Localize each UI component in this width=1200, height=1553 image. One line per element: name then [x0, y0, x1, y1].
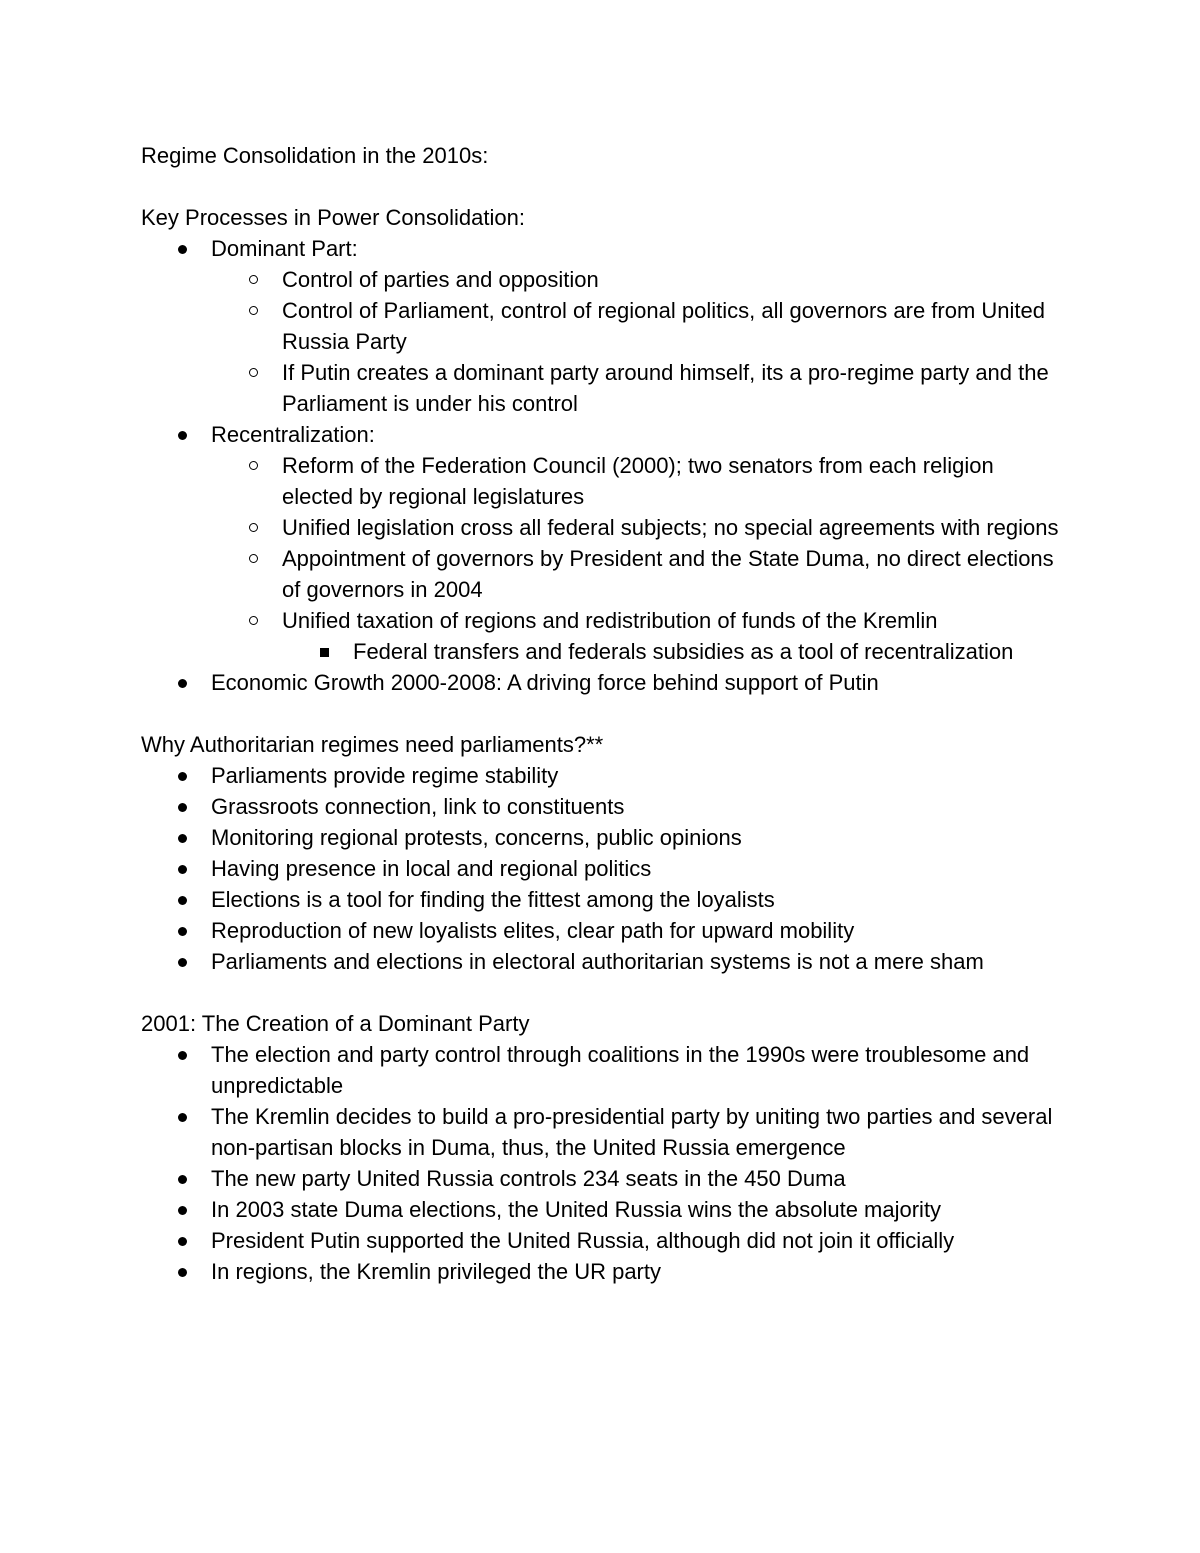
document-page — [141, 140, 1061, 1287]
list-item — [141, 667, 1061, 698]
dominant-part-sublist — [211, 264, 1061, 419]
key-processes-list — [141, 233, 1061, 698]
list-item — [141, 1039, 1061, 1101]
sub-list-item-text: If Putin creates a dominant party around himself, its a pro-regime party and the Parliament is under his control — [282, 360, 1049, 416]
bullet-circle-icon — [249, 275, 258, 284]
bullet-disc-icon — [178, 1268, 187, 1277]
list-item-text: Monitoring regional protests, concerns, public opinions — [211, 825, 742, 850]
taxation-sublist — [282, 636, 1061, 667]
list-item-text: In 2003 state Duma elections, the United Russia wins the absolute majority — [211, 1197, 942, 1222]
bullet-circle-icon — [249, 616, 258, 625]
bullet-disc-icon — [178, 1237, 187, 1246]
spacer — [141, 977, 1061, 1008]
list-item-text: Parliaments and elections in electoral authoritarian systems is not a mere sham — [211, 949, 984, 974]
bullet-disc-icon — [178, 958, 187, 967]
list-item-text: President Putin supported the United Russia, although did not join it officially — [211, 1228, 955, 1253]
sub-list-item — [211, 512, 1061, 543]
recentralization-sublist — [211, 450, 1061, 667]
list-item-text: Having presence in local and regional politics — [211, 856, 652, 881]
list-item — [141, 915, 1061, 946]
list-item-text: In regions, the Kremlin privileged the UR party — [211, 1259, 661, 1284]
list-item-text: Economic Growth 2000-2008: A driving force behind support of Putin — [211, 670, 879, 695]
list-item-text: Elections is a tool for finding the fittest among the loyalists — [211, 887, 775, 912]
list-item — [141, 946, 1061, 977]
bullet-disc-icon — [178, 803, 187, 812]
list-item — [141, 760, 1061, 791]
list-item — [141, 419, 1061, 667]
list-item — [141, 233, 1061, 419]
list-item-text: Recentralization: — [211, 422, 375, 447]
bullet-disc-icon — [178, 772, 187, 781]
list-item-text: Parliaments provide regime stability — [211, 763, 559, 788]
bullet-disc-icon — [178, 1206, 187, 1215]
bullet-disc-icon — [178, 679, 187, 688]
bullet-disc-icon — [178, 834, 187, 843]
list-item-text: The Kremlin decides to build a pro-presidential party by uniting two parties and several non-partisan blocks in Duma, thus, the United Russia emergence — [211, 1104, 1053, 1160]
bullet-disc-icon — [178, 431, 187, 440]
bullet-disc-icon — [178, 1051, 187, 1060]
section-heading-why-parliaments: Why Authoritarian regimes need parliaments?** — [141, 732, 604, 757]
spacer — [141, 171, 1061, 202]
sub-list-item-text: Unified legislation cross all federal subjects; no special agreements with regions — [282, 515, 1059, 540]
sub-list-item — [211, 450, 1061, 512]
sub-list-item-text: Appointment of governors by President and the State Duma, no direct elections of governors in 2004 — [282, 546, 1054, 602]
document-title: Regime Consolidation in the 2010s: — [141, 143, 489, 168]
bullet-circle-icon — [249, 554, 258, 563]
sub-list-item — [211, 543, 1061, 605]
section-heading-dominant-party: 2001: The Creation of a Dominant Party — [141, 1011, 530, 1036]
list-item-text: Grassroots connection, link to constituents — [211, 794, 625, 819]
bullet-disc-icon — [178, 896, 187, 905]
list-item — [141, 853, 1061, 884]
bullet-disc-icon — [178, 1175, 187, 1184]
list-item — [141, 822, 1061, 853]
list-item — [141, 1101, 1061, 1163]
bullet-circle-icon — [249, 368, 258, 377]
sub-list-item — [211, 605, 1061, 667]
list-item-text: The election and party control through coalitions in the 1990s were troublesome and unpredictable — [211, 1042, 1030, 1098]
list-item — [141, 1256, 1061, 1287]
bullet-disc-icon — [178, 1113, 187, 1122]
section-heading-key-processes: Key Processes in Power Consolidation: — [141, 205, 525, 230]
sub-list-item-text: Control of Parliament, control of regional politics, all governors are from United Russia Party — [282, 298, 1046, 354]
bullet-circle-icon — [249, 306, 258, 315]
sub-list-item-text: Unified taxation of regions and redistribution of funds of the Kremlin — [282, 608, 938, 633]
list-item — [141, 1163, 1061, 1194]
bullet-circle-icon — [249, 461, 258, 470]
bullet-circle-icon — [249, 523, 258, 532]
sub-sub-list-item-text: Federal transfers and federals subsidies as a tool of recentralization — [353, 639, 1014, 664]
list-item-text: Reproduction of new loyalists elites, clear path for upward mobility — [211, 918, 855, 943]
list-item — [141, 1225, 1061, 1256]
sub-list-item — [211, 295, 1061, 357]
list-item — [141, 791, 1061, 822]
sub-list-item-text: Reform of the Federation Council (2000); two senators from each religion elected by regional legislatures — [282, 453, 994, 509]
list-item-text: Dominant Part: — [211, 236, 358, 261]
sub-list-item — [211, 357, 1061, 419]
sub-list-item-text: Control of parties and opposition — [282, 267, 599, 292]
bullet-disc-icon — [178, 865, 187, 874]
why-parliaments-list — [141, 760, 1061, 977]
list-item — [141, 1194, 1061, 1225]
sub-list-item — [211, 264, 1061, 295]
bullet-disc-icon — [178, 927, 187, 936]
sub-sub-list-item — [282, 636, 1061, 667]
dominant-party-list — [141, 1039, 1061, 1287]
list-item-text: The new party United Russia controls 234 seats in the 450 Duma — [211, 1166, 846, 1191]
list-item — [141, 884, 1061, 915]
spacer — [141, 698, 1061, 729]
bullet-square-icon — [320, 648, 329, 657]
bullet-disc-icon — [178, 245, 187, 254]
